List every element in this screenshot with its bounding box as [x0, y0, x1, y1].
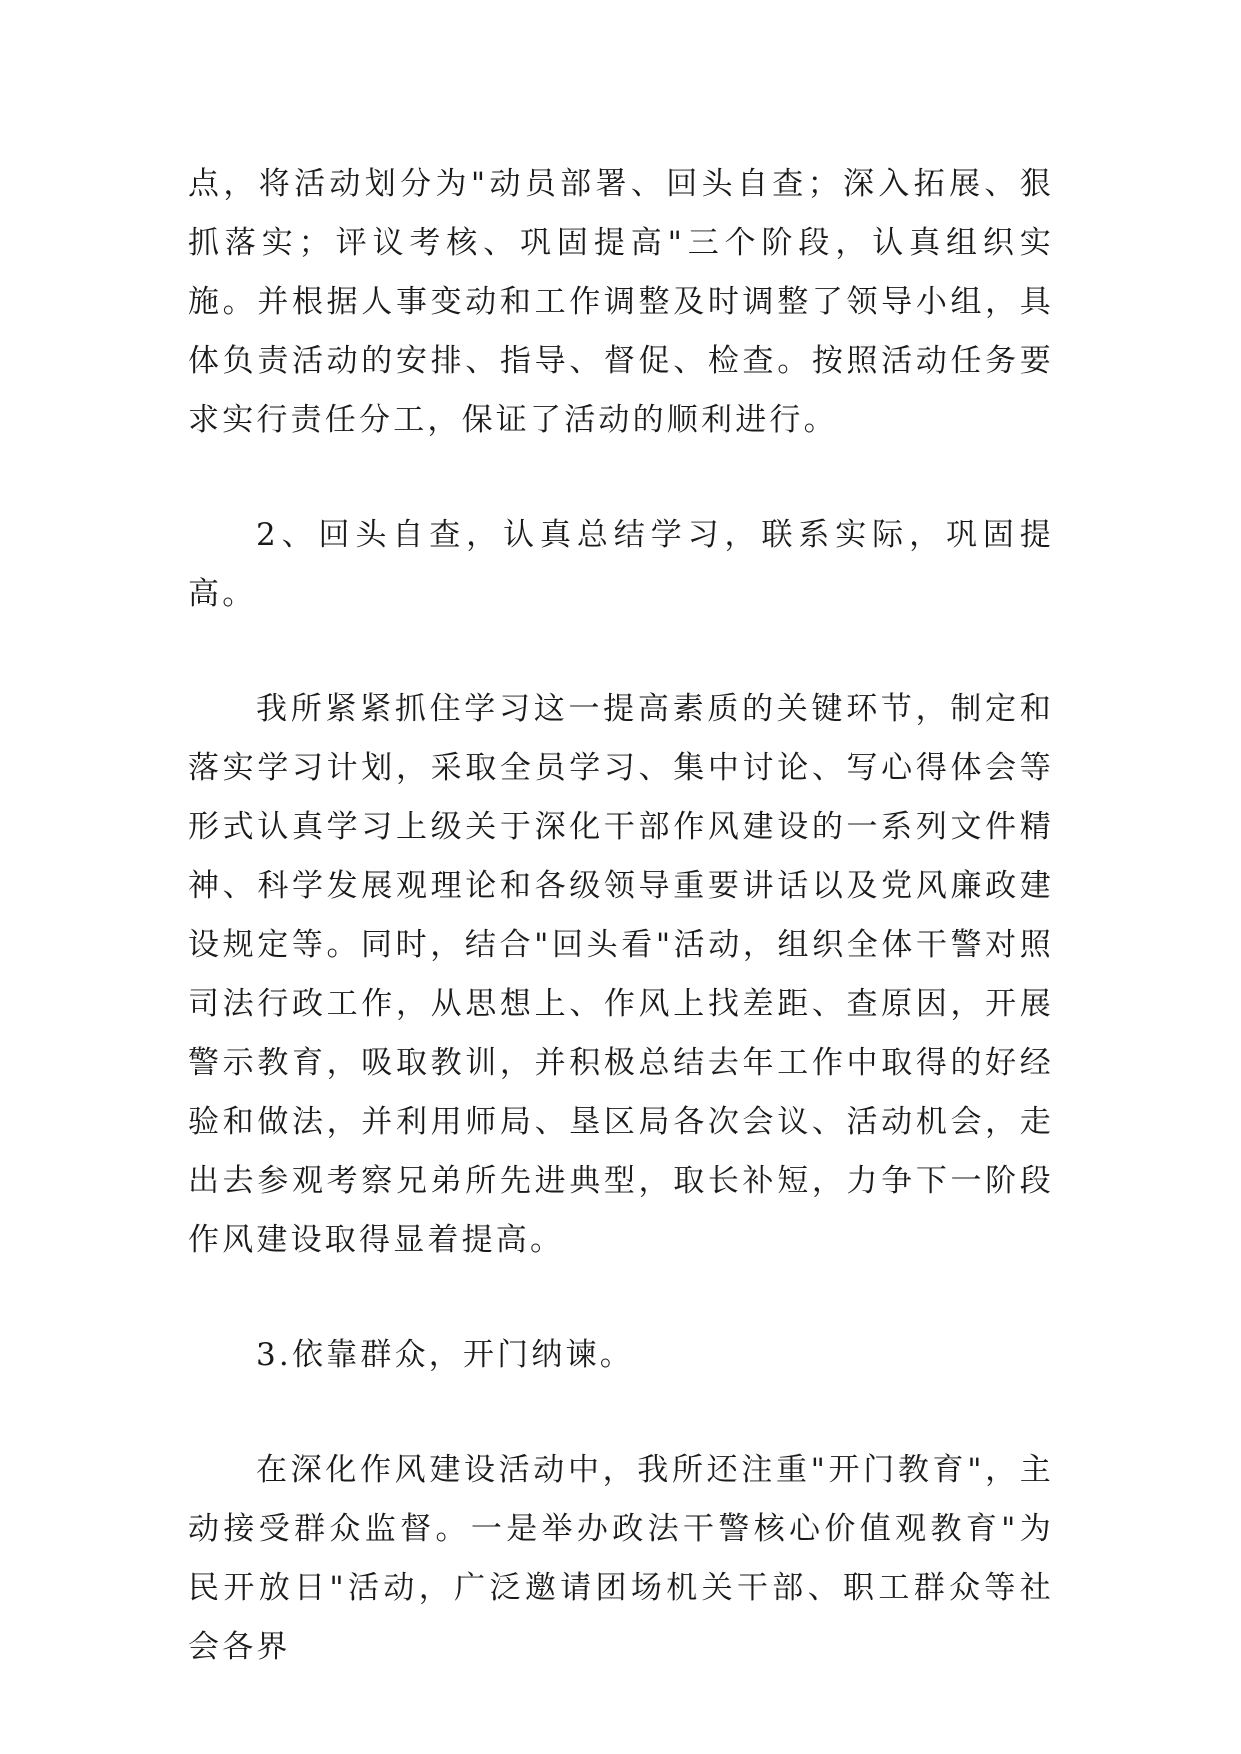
paragraph-study: 我所紧紧抓住学习这一提高素质的关键环节，制定和落实学习计划，采取全员学习、集中讨论、写心得体会等形式认真学习上级关于深化干部作风建设的一系列文件精神、科学发展观理论和各级领导重要讲话以及党风廉政建设规定等。同时，结合"回头看"活动，组织全体干警对照司法行政工作，从思想上、作风上找差距、查原因，开展警示教育，吸取教训，并积极总结去年工作中取得的好经验和做法，并利用师局、垦区局各次会议、活动机会，走出去参观考察兄弟所先进典型，取长补短，力争下一阶段作风建设取得显着提高。 — [188, 691, 1054, 1258]
heading-rely-on-masses: 3.依靠群众，开门纳谏。 — [256, 1337, 634, 1373]
heading-self-check: 2、回头自查，认真总结学习，联系实际，巩固提高。 — [188, 517, 1054, 612]
paragraph-activity-stages: 点，将活动划分为"动员部署、回头自查；深入拓展、狠抓落实；评议考核、巩固提高"三个阶段，认真组织实施。并根据人事变动和工作调整及时调整了领导小组，具体负责活动的安排、指导、督促、检查。按照活动任务要求实行责任分工，保证了活动的顺利进行。 — [188, 166, 1054, 438]
paragraph-open-door: 在深化作风建设活动中，我所还注重"开门教育"，主动接受群众监督。一是举办政法干警核心价值观教育"为民开放日"活动，广泛邀请团场机关干部、职工群众等社会各界 — [188, 1452, 1054, 1665]
document-body — [188, 155, 1054, 1677]
